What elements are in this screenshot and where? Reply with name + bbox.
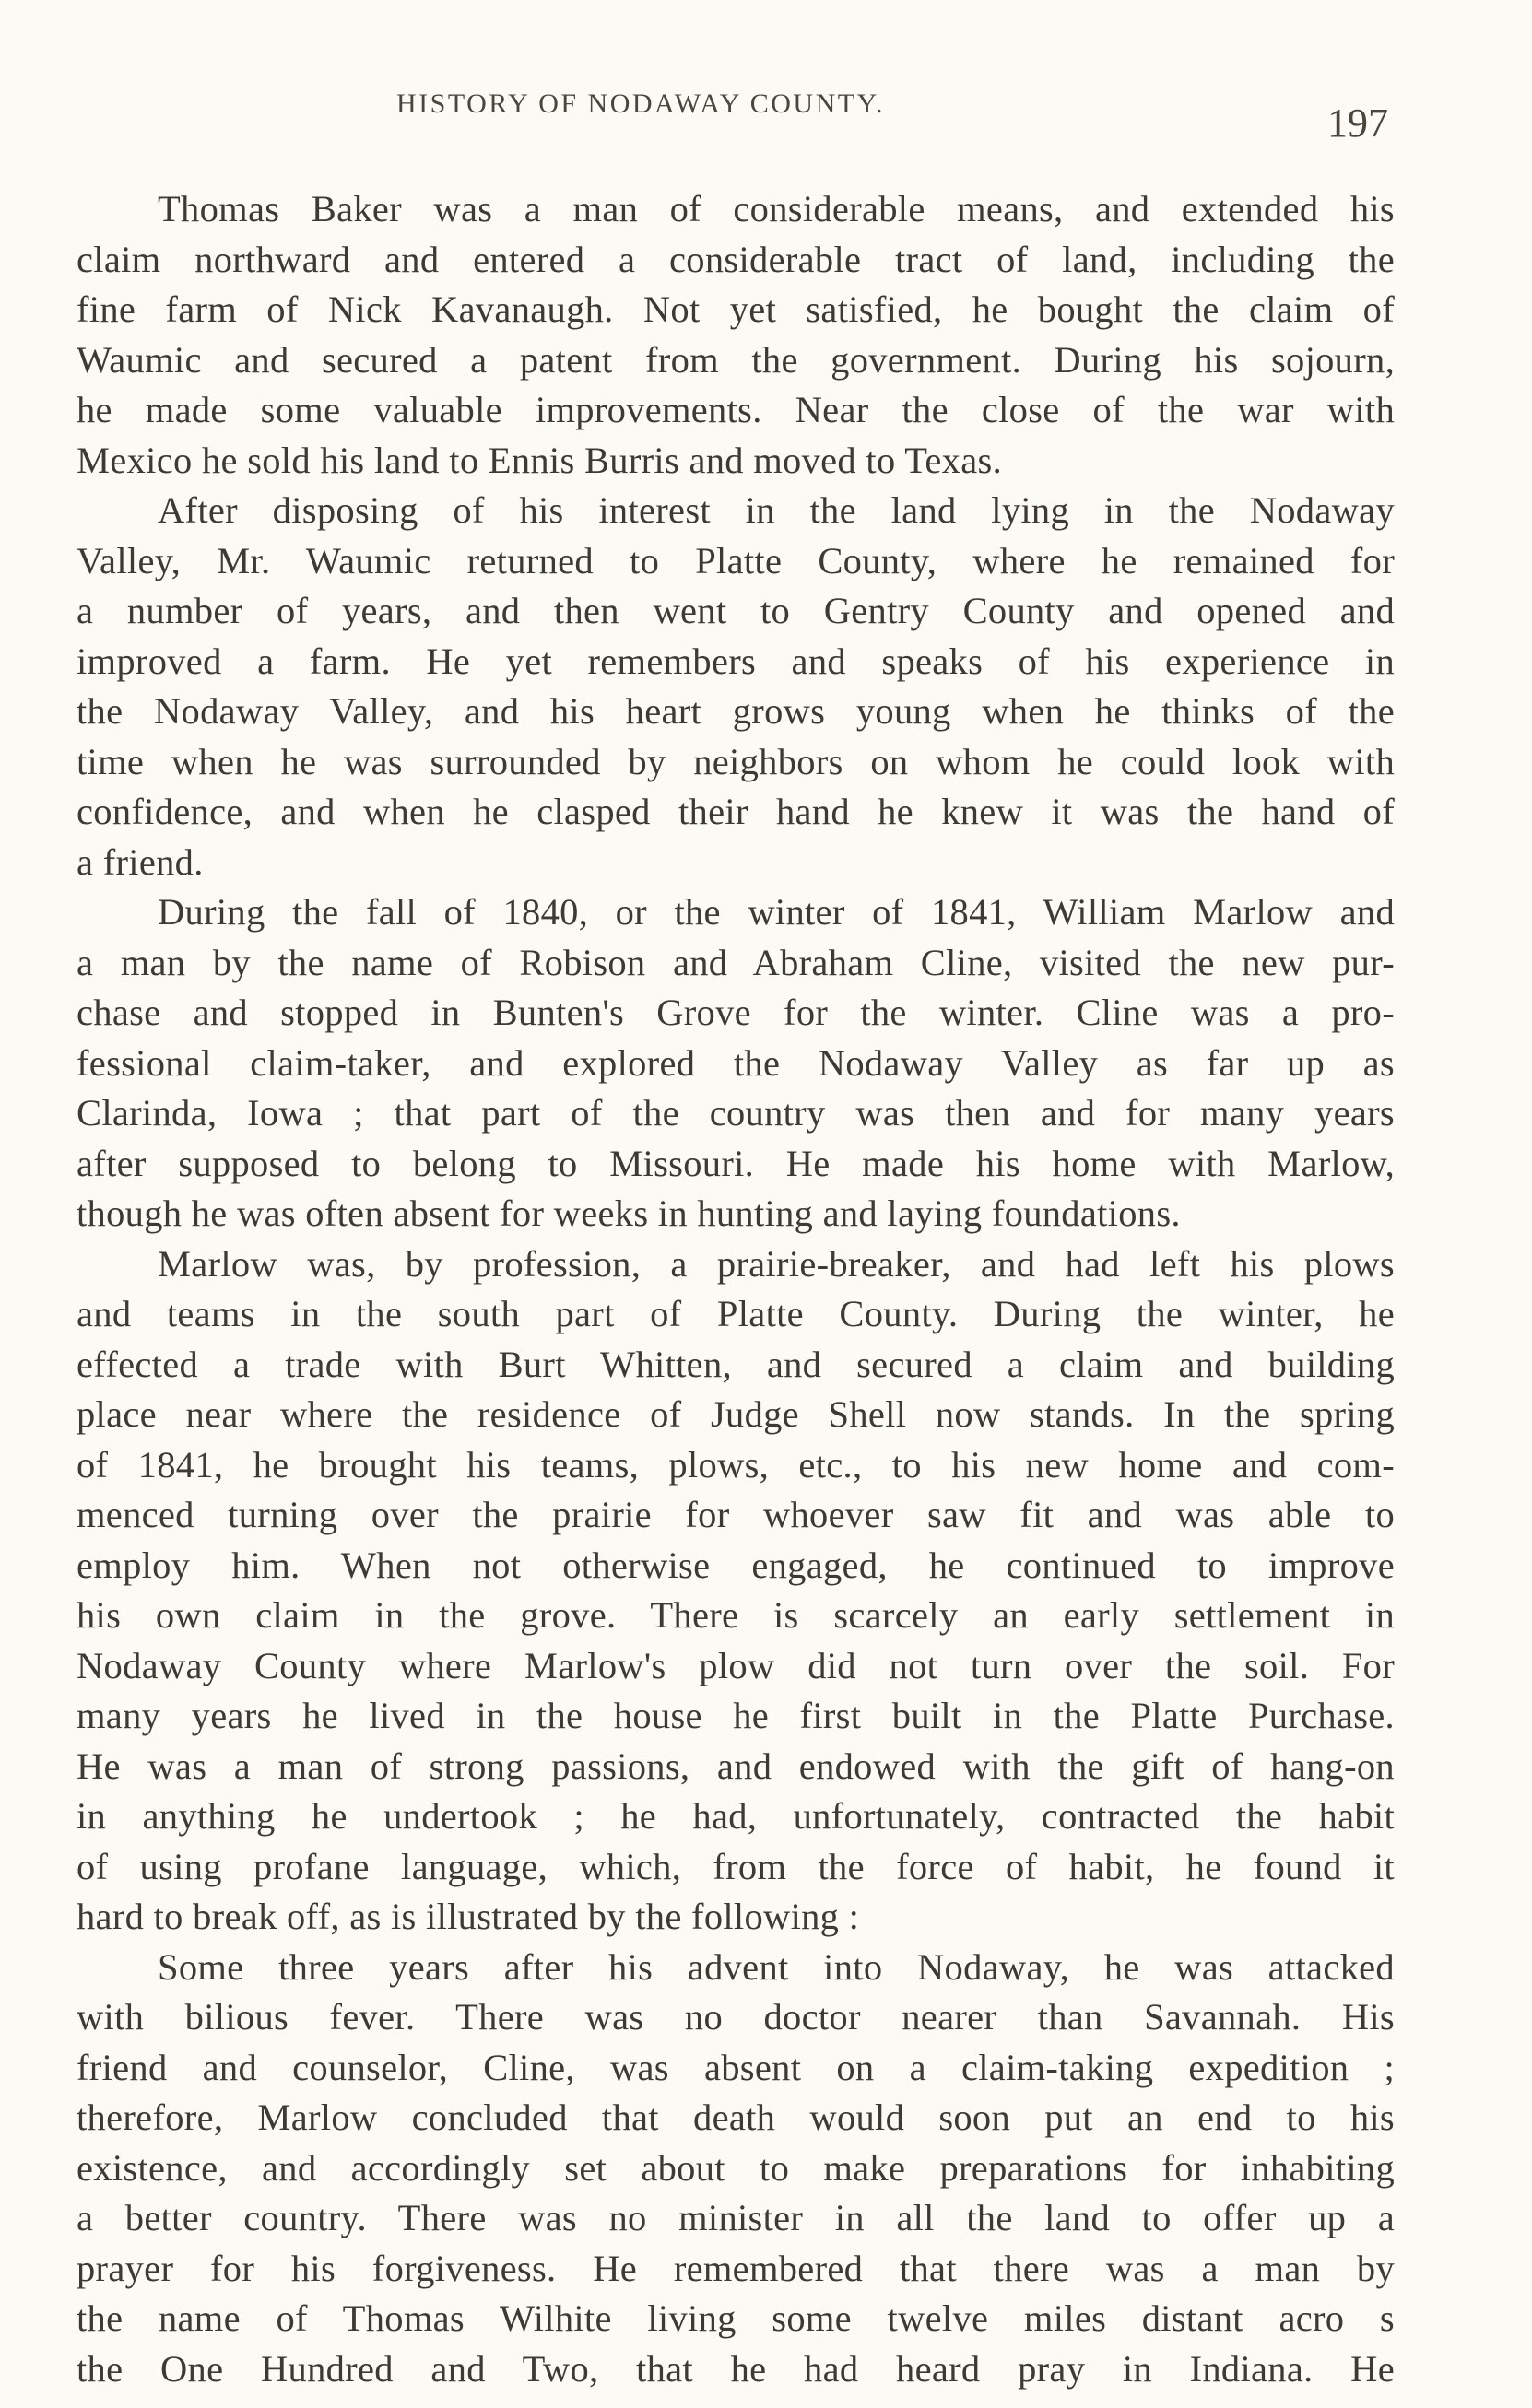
text-line: Valley, Mr. Waumic returned to Platte County, where he remained for: [77, 539, 1395, 581]
text-line: Mexico he sold his land to Ennis Burris and moved to Texas.: [77, 439, 1002, 481]
text-line: of using profane language, which, from the force of habit, he found it: [77, 1845, 1395, 1887]
text-line: Nodaway County where Marlow's plow did not turn over the soil. For: [77, 1644, 1395, 1686]
text-line: employ him. When not otherwise engaged, he continued to improve: [77, 1544, 1395, 1586]
text-line: the One Hundred and Two, that he had heard pray in Indiana. He: [77, 2347, 1395, 2390]
text-line: of 1841, he brought his teams, plows, etc., to his new home and com-: [77, 1443, 1395, 1486]
text-line: place near where the residence of Judge Shell now stands. In the spring: [77, 1393, 1395, 1435]
text-line: confidence, and when he clasped their hand he knew it was the hand of: [77, 791, 1395, 832]
text-line: fine farm of Nick Kavanaugh. Not yet satisfied, he bought the claim of: [77, 288, 1395, 330]
body-text: [77, 184, 1395, 2394]
text-line: prayer for his forgiveness. He remembered that there was a man by: [77, 2247, 1395, 2289]
text-line: effected a trade with Burt Whitten, and secured a claim and building: [77, 1343, 1395, 1385]
text-line: therefore, Marlow concluded that death would soon put an end to his: [77, 2097, 1395, 2138]
text-line: He was a man of strong passions, and endowed with the gift of hang-on: [77, 1744, 1395, 1787]
text-line: improved a farm. He yet remembers and speaks of his experience in: [77, 640, 1395, 682]
text-line: the name of Thomas Wilhite living some twelve miles distant acro s: [77, 2297, 1395, 2339]
text-line: the Nodaway Valley, and his heart grows young when he thinks of the: [77, 690, 1395, 732]
text-line: fessional claim-taker, and explored the Nodaway Valley as far up as: [77, 1041, 1395, 1084]
text-line: menced turning over the prairie for whoever saw fit and was able to: [77, 1494, 1395, 1535]
text-line: many years he lived in the house he first built in the Platte Purchase.: [77, 1695, 1395, 1736]
page-number: 197: [1327, 100, 1388, 146]
text-line: a man by the name of Robison and Abraham Cline, visited the new pur-: [77, 941, 1395, 983]
text-line: his own claim in the grove. There is scarcely an early settlement in: [77, 1594, 1395, 1636]
text-line: after supposed to belong to Missouri. He made his home with Marlow,: [77, 1142, 1395, 1184]
text-line: though he was often absent for weeks in hunting and laying foundations.: [77, 1192, 1181, 1234]
text-line: he made some valuable improvements. Near the close of the war with: [77, 389, 1395, 430]
text-line: Thomas Baker was a man of considerable means, and extended his: [158, 188, 1395, 229]
text-line: friend and counselor, Cline, was absent on a claim-taking expedition ;: [77, 2046, 1395, 2088]
text-line: a better country. There was no minister in all the land to offer up a: [77, 2197, 1395, 2238]
text-line: During the fall of 1840, or the winter of 1841, William Marlow and: [158, 891, 1395, 933]
text-line: Marlow was, by profession, a prairie-breaker, and had left his plows: [158, 1242, 1395, 1285]
text-line: time when he was surrounded by neighbors on whom he could look with: [77, 740, 1395, 782]
text-line: chase and stopped in Bunten's Grove for the winter. Cline was a pro-: [77, 992, 1395, 1033]
text-line: hard to break off, as is illustrated by the following :: [77, 1896, 860, 1937]
text-line: a number of years, and then went to Gentry County and opened and: [77, 590, 1395, 631]
text-line: and teams in the south part of Platte County. During the winter, he: [77, 1293, 1395, 1334]
text-line: Clarinda, Iowa ; that part of the country was then and for many years: [77, 1092, 1395, 1134]
text-line: After disposing of his interest in the land lying in the Nodaway: [158, 489, 1395, 531]
text-line: existence, and accordingly set about to make preparations for inhabiting: [77, 2146, 1395, 2189]
running-head: HISTORY OF NODAWAY COUNTY.: [396, 88, 885, 119]
text-line: Waumic and secured a patent from the government. During his sojourn,: [77, 338, 1395, 381]
text-line: with bilious fever. There was no doctor nearer than Savannah. His: [77, 1996, 1395, 2038]
text-line: in anything he undertook ; he had, unfortunately, contracted the habit: [77, 1795, 1395, 1837]
text-line: a friend.: [77, 840, 204, 883]
text-line: claim northward and entered a considerable tract of land, including the: [77, 238, 1395, 280]
text-line: Some three years after his advent into Nodaway, he was attacked: [158, 1945, 1395, 1988]
